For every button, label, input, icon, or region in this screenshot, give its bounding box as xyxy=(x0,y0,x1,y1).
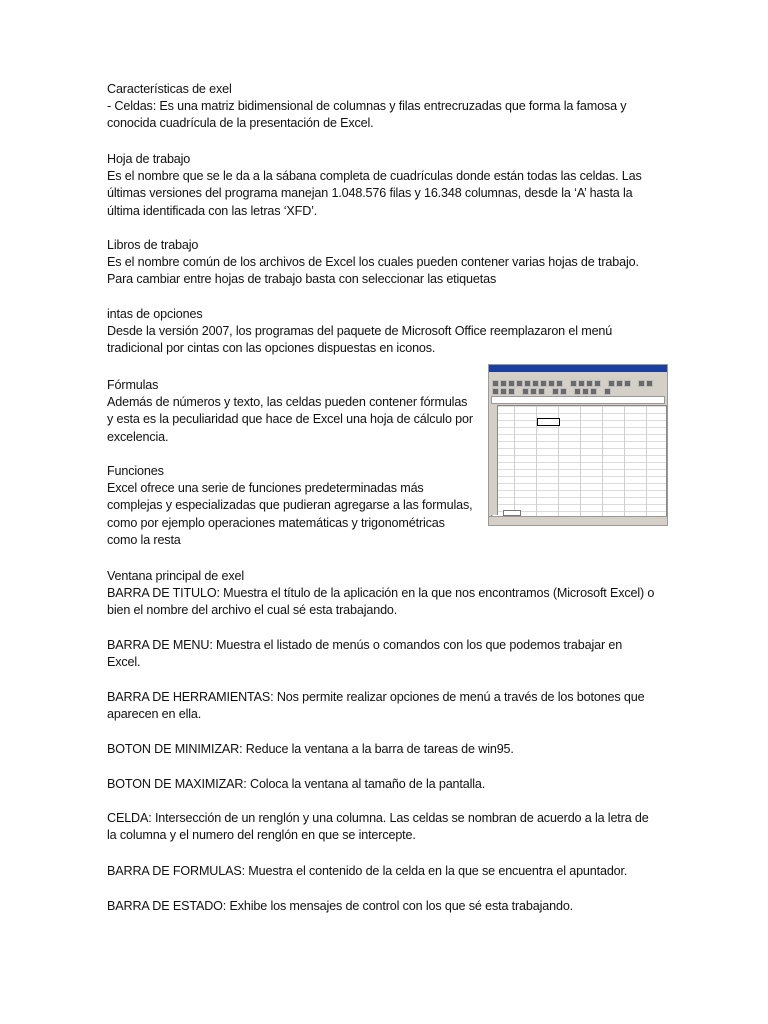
funciones-line-3: como por ejemplo operaciones matemáticas y trigonométricas xyxy=(107,515,445,530)
cintas-line-2: tradicional por cintas con las opciones dispuestas en iconos. xyxy=(107,341,436,356)
funciones-line-2: complejas y especializadas que pudieran agregarse a las formulas, xyxy=(107,498,473,513)
barra-herramientas-line-2: aparecen en ella. xyxy=(107,707,202,722)
hoja-line-3: última identificada con las letras ‘XFD’. xyxy=(107,203,318,218)
boton-minimizar-line: BOTON DE MINIMIZAR: Reduce la ventana a la barra de tareas de win95. xyxy=(107,742,514,756)
barra-menu-line-2: Excel. xyxy=(107,655,141,670)
spreadsheet-screenshot-icon xyxy=(488,364,668,526)
boton-maximizar-line: BOTON DE MAXIMIZAR: Coloca la ventana al tamaño de la pantalla. xyxy=(107,777,486,791)
intro-section xyxy=(107,81,626,133)
boton-maximizar-section xyxy=(107,776,485,793)
formulas-line-2: y esta es la peculiaridad que hace de Excel una hoja de cálculo por xyxy=(107,412,473,427)
cintas-line-1: Desde la versión 2007, los programas del paquete de Microsoft Office reemplazaron el menú xyxy=(107,324,613,339)
barra-estado-line: BARRA DE ESTADO: Exhibe los mensajes de control con los que sé esta trabajando. xyxy=(107,899,574,913)
hoja-line-2: últimas versiones del programa manejan 1.048.576 filas y 16.348 columnas, desde la ‘A’ hasta la xyxy=(107,186,633,201)
funciones-line-1: Excel ofrece una serie de funciones predeterminadas más xyxy=(107,481,424,496)
funciones-heading: Funciones xyxy=(107,464,164,478)
barra-herramientas-line-1: BARRA DE HERRAMIENTAS: Nos permite realizar opciones de menú a través de los botones que xyxy=(107,690,645,704)
thumbnail-row-header xyxy=(491,405,498,515)
libros-heading: Libros de trabajo xyxy=(107,238,199,252)
celda-line-2: la columna y el numero del renglón en que se intercepte. xyxy=(107,828,416,843)
formulas-section xyxy=(107,377,473,446)
hoja-heading: Hoja de trabajo xyxy=(107,152,191,166)
formulas-line-3: excelencia. xyxy=(107,429,169,444)
libros-section xyxy=(107,237,639,289)
barra-formulas-section xyxy=(107,863,627,880)
ventana-line-2: bien el nombre del archivo el cual sé esta trabajando. xyxy=(107,603,398,618)
cintas-heading: intas de opciones xyxy=(107,307,203,321)
thumbnail-grid xyxy=(491,405,667,517)
libros-line-1: Es el nombre común de los archivos de Excel los cuales pueden contener varias hojas de trabajo. xyxy=(107,255,639,270)
celda-line-1: CELDA: Intersección de un renglón y una columna. Las celdas se nombran de acuerdo a la letra de xyxy=(107,811,649,825)
barra-formulas-line: BARRA DE FORMULAS: Muestra el contenido de la celda en la que se encuentra el apuntador. xyxy=(107,864,628,878)
barra-herramientas-section xyxy=(107,689,644,723)
barra-menu-line-1: BARRA DE MENU: Muestra el listado de menús o comandos con los que podemos trabajar en xyxy=(107,638,623,652)
ventana-line-1: BARRA DE TITULO: Muestra el título de la aplicación en la que nos encontramos (Microsoft Excel) o xyxy=(107,586,655,601)
celda-section xyxy=(107,810,649,844)
ventana-section xyxy=(107,568,654,620)
thumbnail-formula-bar xyxy=(491,396,665,404)
libros-line-2: Para cambiar entre hojas de trabajo basta con seleccionar las etiquetas xyxy=(107,272,497,287)
thumbnail-status-bar xyxy=(489,516,667,525)
celdas-line-1: - Celdas: Es una matriz bidimensional de columnas y filas entrecruzadas que forma la famosa y xyxy=(107,99,627,114)
celdas-line-2: conocida cuadrícula de la presentación de Excel. xyxy=(107,116,374,131)
hoja-section xyxy=(107,151,642,220)
hoja-line-1: Es el nombre que se le da a la sábana completa de cuadrículas donde están todas las celdas. Las xyxy=(107,169,642,184)
formulas-line-1: Además de números y texto, las celdas pueden contener fórmulas xyxy=(107,395,468,410)
funciones-line-4: como la resta xyxy=(107,532,181,547)
document-title: Características de exel xyxy=(107,82,232,96)
cintas-section xyxy=(107,306,612,358)
barra-estado-section xyxy=(107,898,573,915)
ventana-heading: Ventana principal de exel xyxy=(107,569,244,583)
thumbnail-toolbar xyxy=(489,378,667,396)
barra-menu-section xyxy=(107,637,622,671)
funciones-section xyxy=(107,463,472,549)
thumbnail-active-cell xyxy=(537,418,560,426)
formulas-heading: Fórmulas xyxy=(107,378,159,392)
thumbnail-title-bar xyxy=(489,365,667,372)
boton-minimizar-section xyxy=(107,741,514,758)
